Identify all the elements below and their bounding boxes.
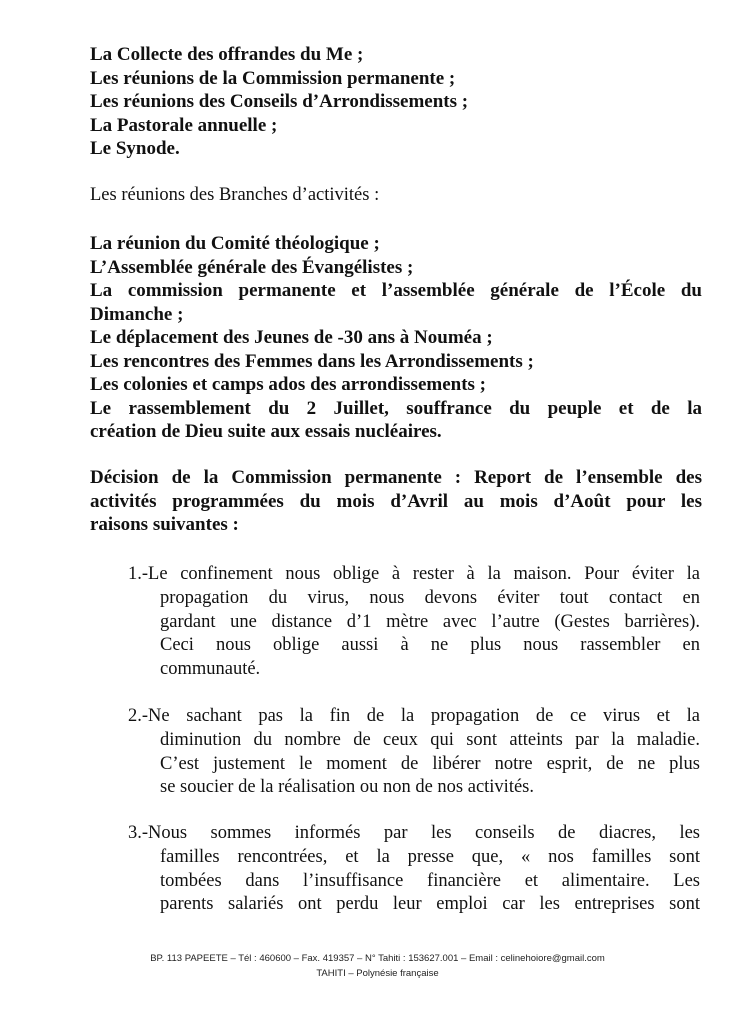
list-item: Dimanche ; xyxy=(90,303,184,325)
reason-3 xyxy=(128,822,700,917)
list-item: L’Assemblée générale des Évangélistes ; xyxy=(90,256,414,278)
activities-list xyxy=(90,43,702,161)
reason-1 xyxy=(128,563,700,682)
reason-line: propagation du virus, nous devons éviter tout contact en xyxy=(160,587,700,608)
branches-heading-block xyxy=(90,184,702,208)
list-item: Les réunions de la Commission permanente ; xyxy=(90,67,456,89)
reason-line: 1.-Le confinement nous oblige à rester à la maison. Pour éviter la xyxy=(128,564,700,584)
list-item: Le rassemblement du 2 Juillet, souffrance du peuple et de la xyxy=(90,397,702,419)
reason-2 xyxy=(128,705,700,800)
reason-line: Ceci nous oblige aussi à ne plus nous rassembler en xyxy=(160,635,700,656)
reason-line: diminution du nombre de ceux qui sont atteints par la maladie. xyxy=(160,729,700,750)
reason-line: 3.-Nous sommes informés par les conseils de diacres, les xyxy=(128,823,700,843)
decision-line: Décision de la Commission permanente : Report de l’ensemble des xyxy=(90,467,702,488)
list-item: Les colonies et camps ados des arrondissements ; xyxy=(90,374,487,395)
page-footer xyxy=(0,951,755,981)
reason-line: parents salariés ont perdu leur emploi car les entreprises sont xyxy=(160,894,700,915)
list-item: Les rencontres des Femmes dans les Arrondissements ; xyxy=(90,350,534,372)
list-item: création de Dieu suite aux essais nucléaires. xyxy=(90,421,442,442)
branches-heading: Les réunions des Branches d’activités : xyxy=(90,185,380,205)
list-item: Les réunions des Conseils d’Arrondissements ; xyxy=(90,91,469,112)
list-item: La réunion du Comité théologique ; xyxy=(90,233,380,254)
reason-line: communauté. xyxy=(160,659,261,680)
reason-line: familles rencontrées, et la presse que, « nos familles sont xyxy=(160,846,700,867)
reason-line: gardant une distance d’1 mètre avec l’autre (Gestes barrières). xyxy=(160,611,700,632)
reason-line: tombées dans l’insuffisance financière et alimentaire. Les xyxy=(160,870,700,891)
list-item: Le Synode. xyxy=(90,138,180,159)
reason-line: 2.-Ne sachant pas la fin de la propagation de ce virus et la xyxy=(128,706,700,726)
footer-contact-line: BP. 113 PAPEETE – Tél : 460600 – Fax. 419357 – N° Tahiti : 153627.001 – Email : celinehoiore@gmail.com xyxy=(150,953,605,964)
list-item: La Collecte des offrandes du Me ; xyxy=(90,44,364,65)
list-item: La Pastorale annuelle ; xyxy=(90,114,278,136)
decision-line: activités programmées du mois d’Avril au mois d’Août pour les xyxy=(90,490,702,512)
reason-line: C’est justement le moment de libérer notre esprit, de ne plus xyxy=(160,753,700,774)
footer-location-line: TAHITI – Polynésie française xyxy=(316,968,439,979)
decision-line: raisons suivantes : xyxy=(90,514,239,535)
list-item: Le déplacement des Jeunes de -30 ans à Nouméa ; xyxy=(90,327,493,348)
list-item: La commission permanente et l’assemblée générale de l’École du xyxy=(90,280,702,301)
branches-list xyxy=(90,232,702,444)
reason-line: se soucier de la réalisation ou non de nos activités. xyxy=(160,777,535,798)
decision-paragraph xyxy=(90,466,702,537)
